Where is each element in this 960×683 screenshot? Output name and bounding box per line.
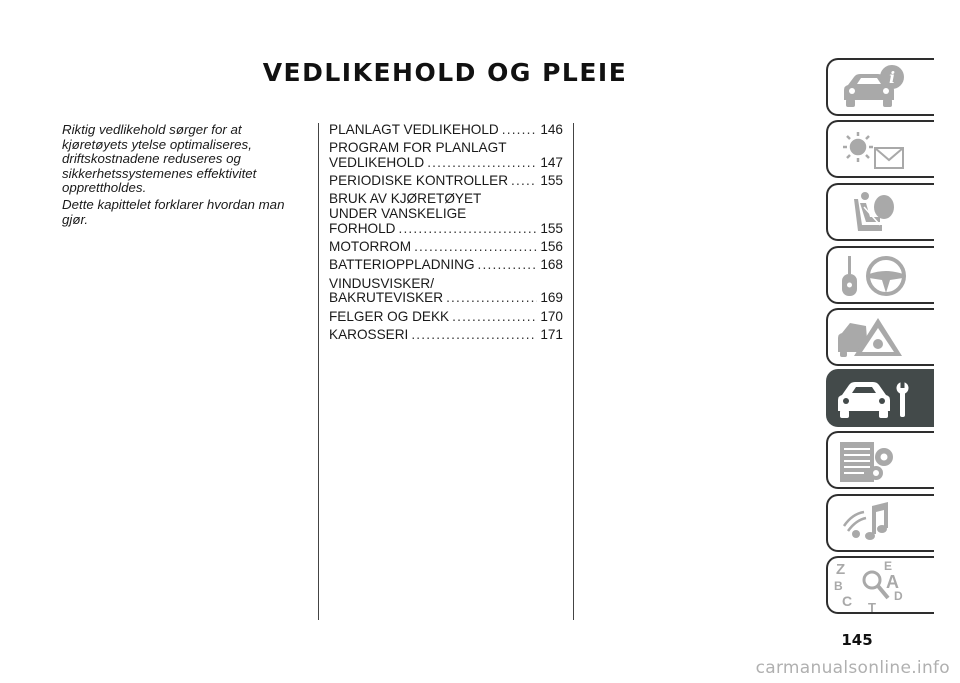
page-number: 145: [841, 631, 873, 649]
tab-multimedia[interactable]: [826, 494, 934, 552]
page-title: VEDLIKEHOLD OG PLEIE: [262, 58, 628, 87]
toc-leader-dots: [511, 174, 537, 189]
index-letter-c: C: [842, 593, 853, 609]
toc-entry-title: BAKRUTEVISKER: [329, 290, 444, 306]
toc-page-number: 146: [540, 122, 563, 137]
toc-leader-dots: [414, 240, 537, 255]
index-letter-z: Z: [836, 561, 846, 578]
toc-entry-title: PERIODISKE KONTROLLER: [329, 173, 509, 189]
tab-car-info[interactable]: [826, 58, 934, 116]
index-letter-t: T: [868, 600, 876, 615]
svg-text:i: i: [888, 68, 896, 87]
toc-entry-title: FORHOLD: [329, 220, 396, 236]
toc-leader-dots: [452, 310, 537, 325]
toc-entry-title-line: PROGRAM FOR PLANLAGT: [329, 140, 507, 156]
toc-entry-title-line: BRUK AV KJØRETØYET: [329, 191, 482, 207]
toc-entry[interactable]: [329, 123, 563, 138]
toc-entry[interactable]: [329, 240, 563, 255]
toc-entry-title: KAROSSERI: [329, 326, 409, 342]
technical-data-icon: [828, 433, 936, 491]
key-steering-wheel-icon: [828, 248, 936, 306]
toc-leader-dots: [398, 222, 537, 237]
toc-entry-title: PLANLAGT VEDLIKEHOLD: [329, 122, 499, 137]
car-info-icon: [828, 60, 936, 118]
tab-starting-driving[interactable]: [826, 246, 934, 304]
seat-airbag-icon: [828, 185, 936, 243]
toc-entry-title: FELGER OG DEKK: [329, 308, 450, 324]
toc-leader-dots: [411, 328, 537, 343]
toc-page-number: 169: [540, 290, 563, 306]
toc-page-number: 147: [540, 154, 563, 170]
watermark: carmanualsonline.info: [755, 658, 950, 678]
toc-entry[interactable]: [329, 258, 563, 273]
column-divider: [318, 123, 319, 620]
toc-page-number: 156: [540, 239, 563, 255]
toc-page-number: 155: [540, 220, 563, 236]
toc-entry[interactable]: [329, 310, 563, 325]
toc-leader-dots: [427, 156, 537, 171]
column-divider: [573, 123, 574, 620]
toc-page-number: 168: [540, 257, 563, 273]
toc-entry-title-line: UNDER VANSKELIGE: [329, 206, 467, 222]
tab-safety[interactable]: [826, 183, 934, 241]
toc-leader-dots: [502, 123, 538, 138]
toc-page-number: 171: [540, 326, 563, 342]
toc-entry-title: VEDLIKEHOLD: [329, 154, 425, 170]
car-wrench-icon: [828, 371, 936, 429]
toc-entry-title: MOTORROM: [329, 239, 412, 255]
index-letter-a: A: [886, 572, 899, 592]
toc-leader-dots: [446, 291, 537, 306]
tab-maintenance[interactable]: [826, 369, 934, 427]
toc-entry-title-line: VINDUSVISKER/: [329, 275, 434, 291]
toc-entry[interactable]: [329, 141, 563, 171]
intro-paragraph: Dette kapittelet forklarer hvordan man gjør.: [62, 196, 285, 227]
toc-leader-dots: [478, 258, 538, 273]
emergency-triangle-icon: [828, 310, 936, 368]
tab-alphabetical-index[interactable]: [826, 556, 934, 614]
chapter-intro: [62, 123, 302, 229]
intro-paragraph: Riktig vedlikehold sørger for at kjøretøyets ytelse optimaliseres, driftskostnadene reduseres og sikkerhetssystemenes effektivitet opprettholdes.: [62, 122, 257, 196]
toc-page-number: 170: [540, 308, 563, 324]
tab-technical-data[interactable]: [826, 431, 934, 489]
toc-entry[interactable]: [329, 174, 563, 189]
toc-entry[interactable]: [329, 328, 563, 343]
table-of-contents: [329, 123, 563, 346]
multimedia-icon: [828, 496, 936, 554]
index-letter-b: B: [834, 579, 843, 593]
toc-entry[interactable]: [329, 277, 563, 307]
index-letter-d: D: [894, 589, 903, 603]
tab-warning-lights-messages[interactable]: [826, 120, 934, 178]
index-letter-e: E: [884, 559, 893, 573]
toc-page-number: 155: [540, 173, 563, 189]
toc-entry-title: BATTERIOPPLADNING: [329, 257, 475, 273]
toc-entry[interactable]: [329, 192, 563, 236]
tab-emergency[interactable]: [826, 308, 934, 366]
warning-lights-message-icon: [828, 122, 936, 180]
alphabetical-index-icon: [828, 558, 936, 616]
